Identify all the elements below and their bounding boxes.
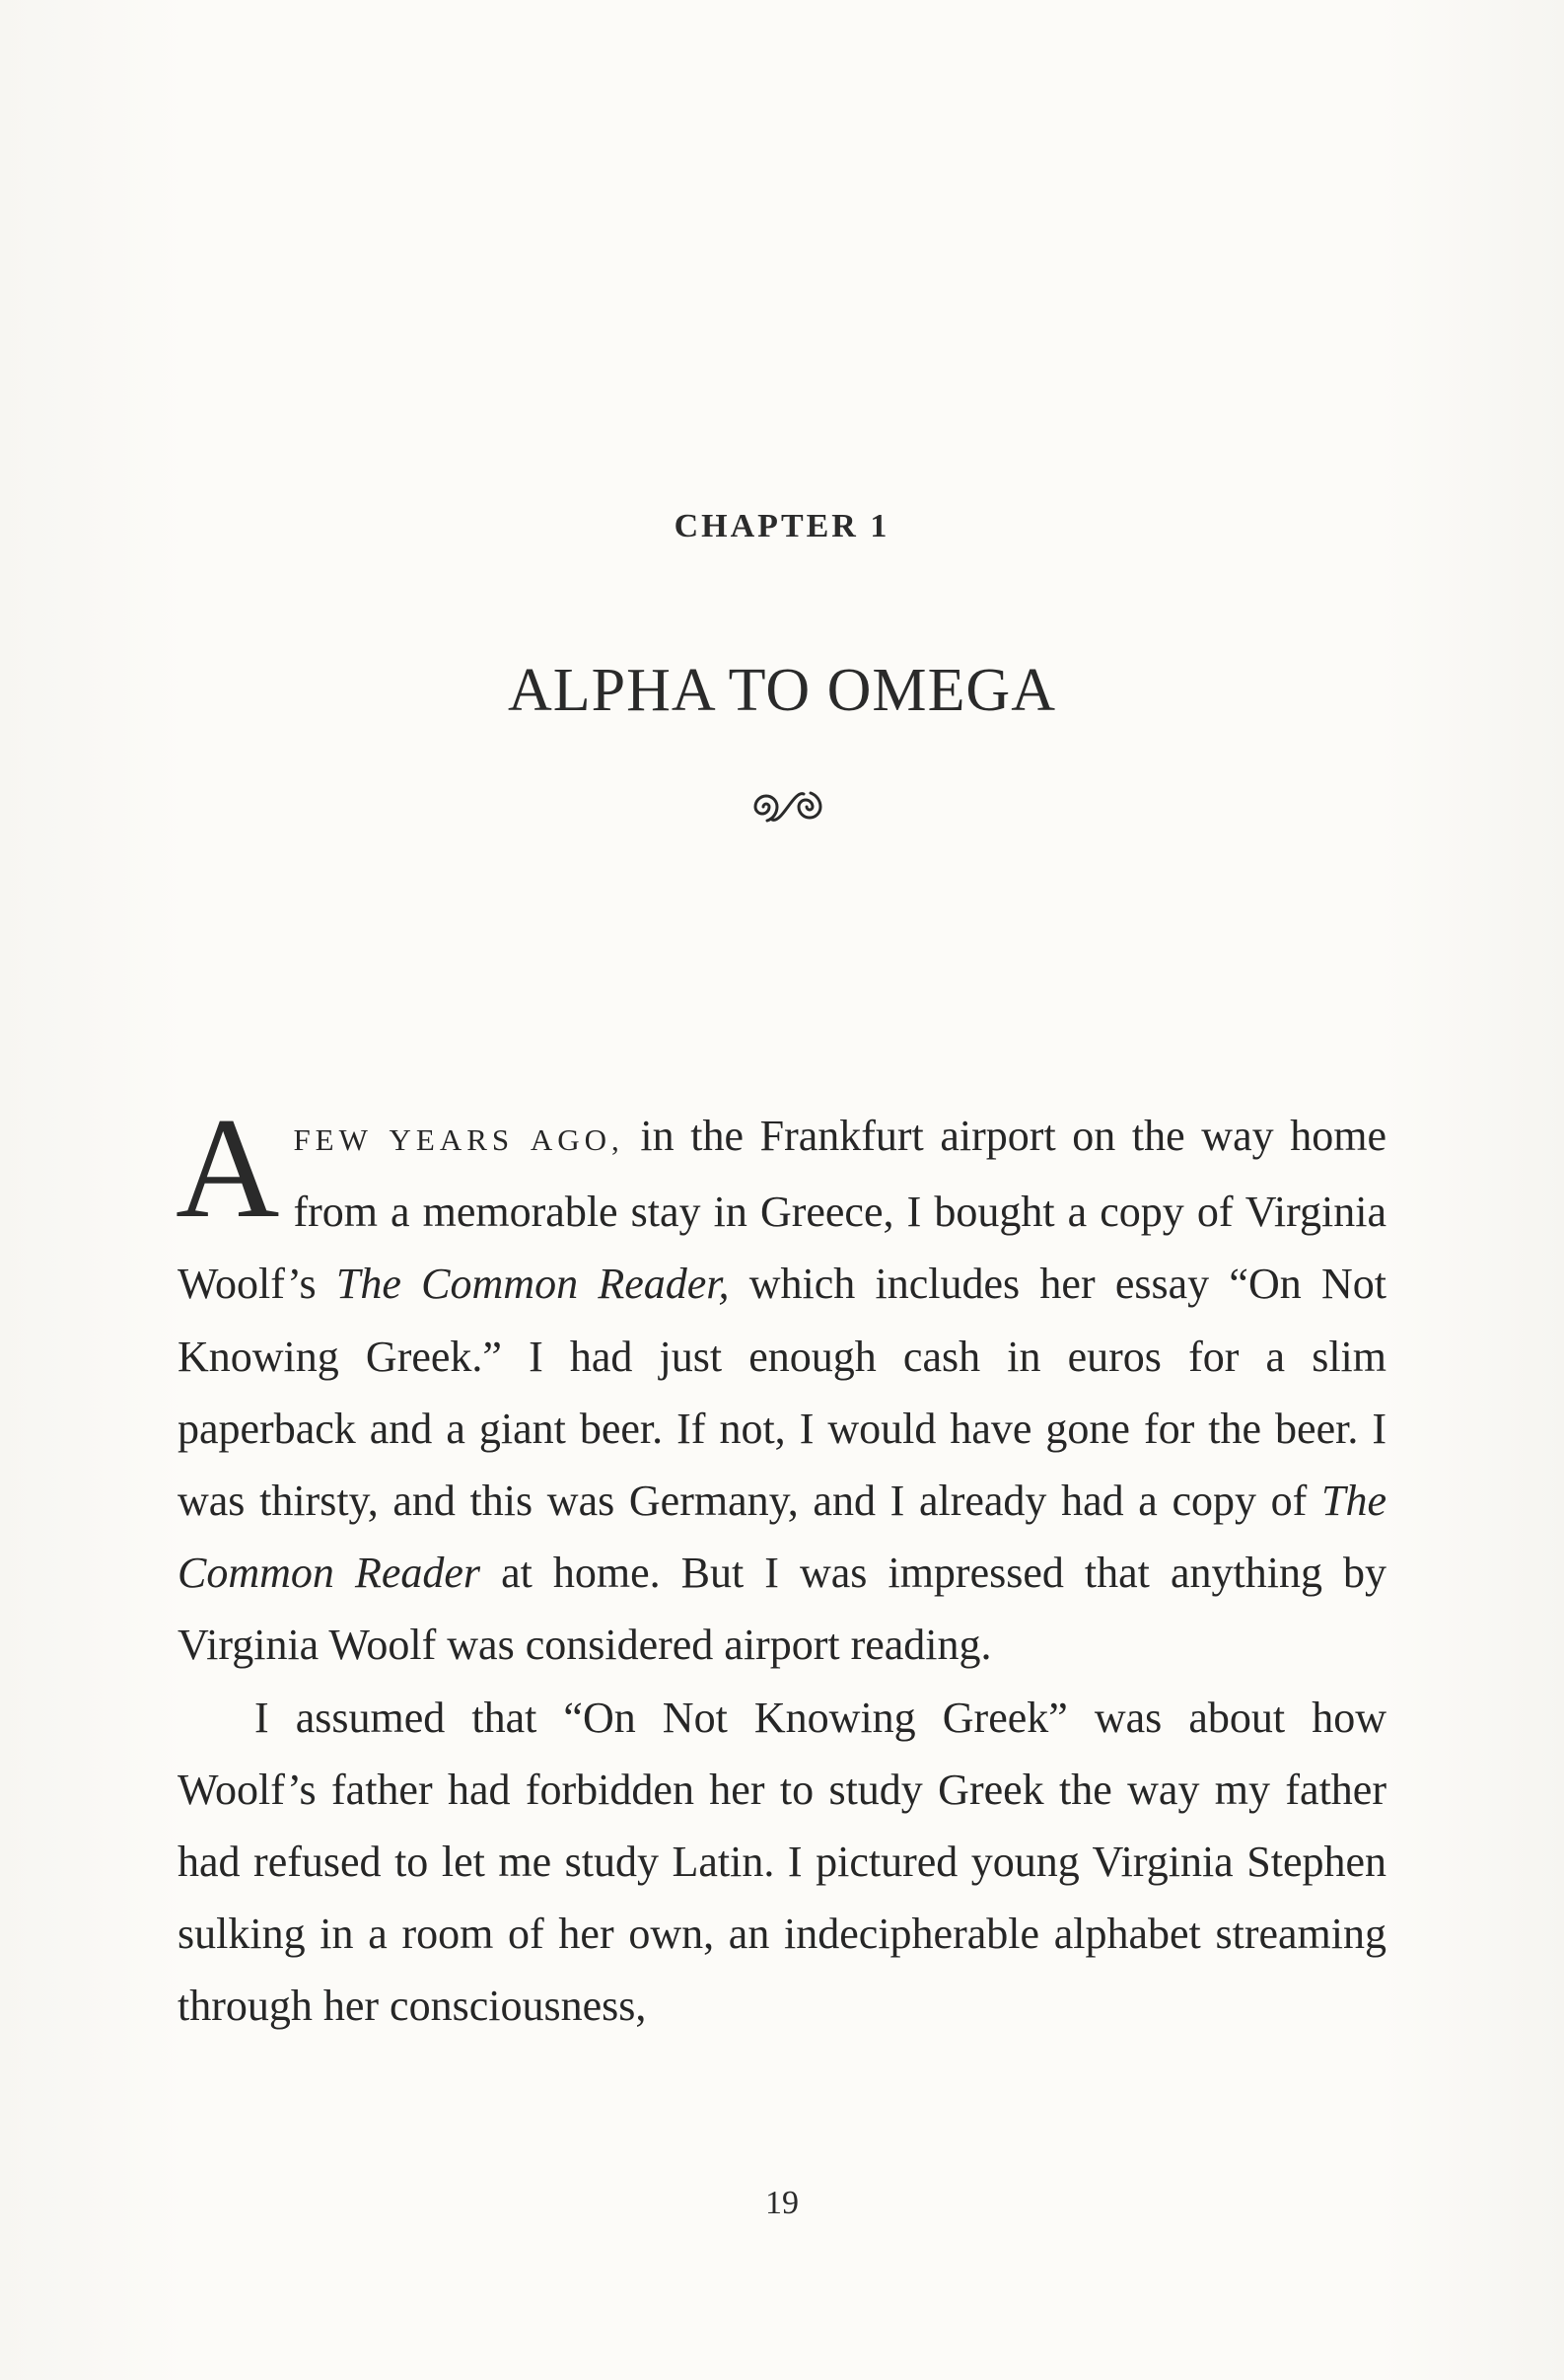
drop-cap: A [176, 1088, 280, 1248]
page-number: 19 [765, 2185, 799, 2221]
book-title-italic: The Common Reader, [335, 1260, 730, 1309]
chapter-label: CHAPTER 1 [674, 508, 890, 544]
chapter-title: ALPHA TO OMEGA [508, 657, 1056, 724]
paragraph-1-text-b: which includes her essay “On Not Knowing Greek.” I had just enough cash in euros for a slim paperback and a giant beer. If not, I would have gone for the beer. I was thirsty, and this was Germany, and I already had a copy of [178, 1260, 1386, 1526]
opening-small-caps: FEW YEARS AGO, [293, 1122, 624, 1157]
paragraph-1-text-c: at home. But I was impressed that anything by Virginia Woolf was considered airport reading. [178, 1549, 1386, 1670]
double-spiral-ornament-icon [743, 784, 833, 829]
paragraph-1-text-a: in the Frankfurt airport on the way home from a memorable stay in Greece, I bought a copy of Virginia Woolf’s [178, 1112, 1386, 1309]
book-title-italic: The Common Reader [178, 1477, 1386, 1598]
paragraph-1 [176, 1088, 1386, 1682]
body-text [176, 1088, 1386, 2043]
paragraph-2: I assumed that “On Not Knowing Greek” was about how Woolf’s father had forbidden her to study Greek the way my father had refused to let me study Latin. I pictured young Virginia Stephen sulking in a room of her own, an indecipherable alphabet streaming through her consciousness, [178, 1693, 1386, 2031]
